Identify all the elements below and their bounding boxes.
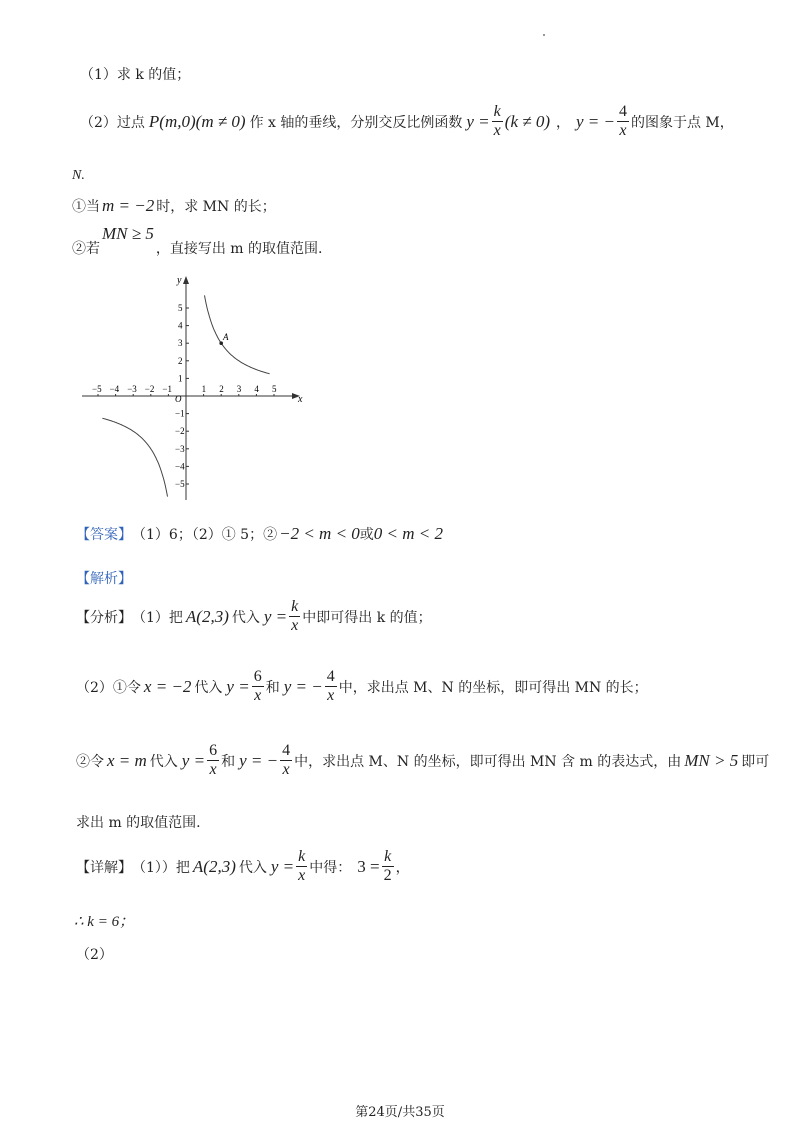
y-tick-label: 2 — [178, 355, 183, 366]
fraction-den: x — [209, 761, 217, 778]
hyperbola-graph — [78, 270, 310, 502]
q2-func1-lhs: y = — [466, 111, 490, 131]
fenxi-p2-func1-lhs: y = — [226, 676, 250, 696]
fraction-den: x — [327, 687, 335, 704]
fenxi-p3-fraction-1 — [207, 742, 219, 779]
x-tick-label: 4 — [254, 384, 259, 394]
fenxi-p3-c: 和 — [221, 753, 236, 770]
x-tick-label: 5 — [272, 384, 277, 394]
detail-eq-lhs: 3 = — [357, 856, 380, 876]
curve-first-quadrant — [205, 295, 270, 373]
y-tick-label: −1 — [175, 408, 185, 419]
page-footer: 第24页/共35页 — [355, 1105, 445, 1120]
origin-label: O — [175, 394, 182, 404]
question-part-2 — [80, 103, 734, 140]
curve-third-quadrant — [102, 418, 167, 496]
x-tick-label: 2 — [219, 384, 224, 394]
x-tick-label: −3 — [127, 384, 137, 394]
fenxi-p2-fraction-1 — [252, 668, 264, 705]
q2-func2-den: x — [619, 122, 627, 139]
answer-range-1: −2 < m < 0 — [279, 524, 360, 543]
x-tick-label: −1 — [162, 384, 172, 394]
detail-result: ∴ k = 6； — [74, 914, 135, 930]
y-tick-label: 3 — [178, 338, 183, 349]
fenxi-p2-c: 和 — [265, 679, 280, 696]
fraction-den: x — [282, 761, 290, 778]
x-tick-label: −2 — [144, 384, 155, 394]
fenxi-p3-cond: x = m — [107, 750, 147, 770]
y-axis-arrow — [183, 276, 189, 284]
y-tick-label: −4 — [175, 461, 185, 472]
sub2-prefix: ②若 — [72, 241, 100, 257]
fenxi-p3-func2-lhs: y = − — [239, 750, 279, 770]
q2-comma: ， — [555, 114, 570, 131]
sub1-text: 时，求 MN 的长； — [156, 199, 276, 215]
x-tick-label: 1 — [201, 384, 207, 394]
detail-point: A(2,3) — [192, 856, 236, 876]
fenxi-p3-d: 中，求出点 M、N 的坐标，即可得出 MN 含 m 的表达式，由 — [294, 753, 682, 770]
q2-text2: 的图象于点 M， — [630, 114, 734, 131]
q2-text1: 作 x 轴的垂线，分别交反比例函数 — [249, 114, 463, 131]
y-tick-label: 1 — [178, 373, 183, 384]
fenxi-p1-b: 代入 — [231, 609, 260, 626]
answer-or: 或 — [359, 527, 374, 543]
q2-func1-den: x — [493, 122, 501, 139]
detail-c: 中得： — [309, 859, 352, 876]
detail-eq-end: ， — [395, 859, 410, 876]
sub-question-2 — [72, 224, 322, 258]
q2-text3: N. — [72, 168, 85, 183]
fenxi-p1-a: （1）把 — [132, 609, 183, 626]
y-tick-label: 4 — [178, 320, 183, 331]
y-tick-label: −2 — [175, 426, 185, 437]
fenxi-p1-point: A(2,3) — [185, 606, 229, 626]
sub-question-1 — [72, 196, 276, 216]
sub1-prefix: ①当 — [72, 199, 100, 215]
q2-prefix: （2）过点 — [80, 114, 145, 131]
scan-dot — [543, 34, 545, 36]
y-tick-label: −5 — [175, 479, 185, 489]
fenxi-p2-cond: x = −2 — [143, 676, 192, 696]
fenxi-p3-e: 即可 — [741, 753, 770, 770]
x-tick-label: −5 — [92, 384, 102, 394]
sub2-cond: MN ≥ 5 — [102, 224, 154, 243]
y-axis-label: y — [177, 275, 182, 286]
answer-range-2: 0 < m < 2 — [373, 524, 444, 543]
fraction-den: x — [254, 687, 262, 704]
q2-func2-fraction — [617, 103, 629, 140]
fraction-den: x — [298, 867, 306, 884]
fenxi-p2-d: 中，求出点 M、N 的坐标，即可得出 MN 的长； — [338, 679, 648, 696]
fenxi-p3-func1-lhs: y = — [181, 750, 206, 770]
answer-text: （1）6；（2）① 5；② — [132, 527, 278, 543]
detail-label: 【详解】 — [76, 859, 132, 876]
point-a — [219, 341, 223, 345]
fenxi-p2-a: （2）①令 — [76, 679, 141, 696]
analysis-label: 【解析】 — [76, 571, 132, 587]
analysis-paragraph-3 — [76, 742, 769, 779]
fraction-num: 6 — [209, 742, 218, 759]
fenxi-p3-cond2: MN > 5 — [684, 750, 739, 770]
answer-line — [76, 524, 443, 544]
fenxi-p1-func-lhs: y = — [263, 606, 288, 626]
sub1-cond: m = −2 — [102, 196, 155, 215]
fenxi-p1-fraction — [289, 598, 300, 635]
fenxi-p2-fraction-2 — [325, 668, 337, 705]
question-part-1: （1）求 k 的值； — [80, 67, 191, 83]
answer-label: 【答案】 — [76, 527, 132, 543]
fenxi-p2-b: 代入 — [194, 679, 223, 696]
analysis-paragraph-2 — [76, 668, 648, 705]
q2-func1-fraction — [492, 103, 503, 140]
fraction-num: k — [298, 848, 306, 865]
x-axis-label: x — [298, 394, 303, 405]
sub2-text: ，直接写出 m 的取值范围. — [155, 241, 323, 257]
detail-func-fraction — [296, 848, 307, 885]
fraction-num: 4 — [326, 668, 335, 685]
y-tick-label: 5 — [178, 303, 183, 313]
fenxi-p3-b: 代入 — [149, 753, 178, 770]
point-a-label: A — [223, 332, 229, 342]
detail-paragraph-1 — [76, 848, 410, 885]
analysis-paragraph-4: 求出 m 的取值范围. — [76, 815, 201, 831]
q2-func1-num: k — [493, 103, 501, 120]
q2-func1-cond: (k ≠ 0) — [504, 111, 550, 131]
q2-func2-lhs: y = − — [575, 111, 615, 131]
x-tick-label: 3 — [236, 384, 242, 394]
fraction-num: 4 — [282, 742, 291, 759]
detail-func-lhs: y = — [270, 856, 295, 876]
fenxi-p3-a: ②令 — [76, 753, 104, 770]
fraction-den: 2 — [383, 867, 392, 884]
analysis-paragraph-1 — [76, 598, 432, 635]
q2-func2-num: 4 — [618, 103, 627, 120]
detail-b: 代入 — [238, 859, 267, 876]
fraction-num: k — [384, 848, 392, 865]
detail-a: （1））把 — [132, 859, 190, 876]
fraction-den: x — [291, 617, 299, 634]
fenxi-label: 【分析】 — [76, 609, 132, 626]
fenxi-p2-func2-lhs: y = − — [283, 676, 323, 696]
detail-eq-fraction — [382, 848, 394, 885]
fraction-num: 6 — [253, 668, 262, 685]
x-tick-label: −4 — [109, 384, 120, 394]
fenxi-p3-fraction-2 — [280, 742, 292, 779]
fenxi-p1-c: 中即可得出 k 的值； — [302, 609, 432, 626]
detail-part-2: （2） — [76, 947, 113, 963]
y-tick-label: −3 — [175, 443, 185, 454]
fraction-num: k — [291, 598, 299, 615]
q2-point: P(m,0)(m ≠ 0) — [148, 111, 246, 131]
